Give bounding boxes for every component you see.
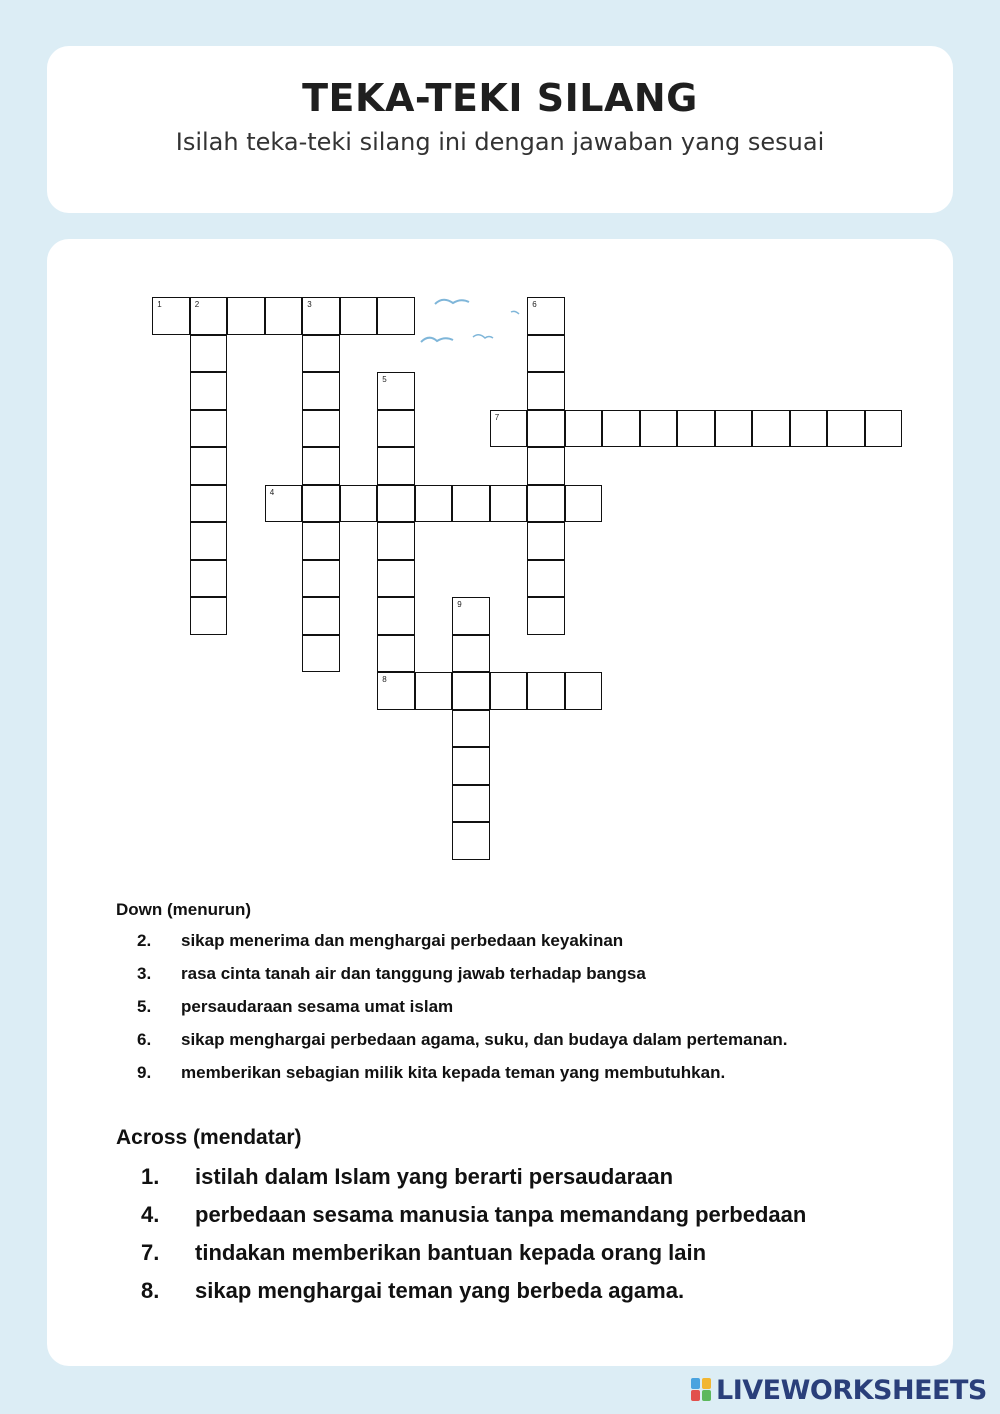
crossword-cell[interactable] (790, 410, 828, 448)
crossword-cell[interactable] (452, 635, 490, 673)
crossword-cell[interactable] (190, 485, 228, 523)
clue-text: istilah dalam Islam yang berarti persaudaraan (195, 1164, 674, 1189)
crossword-cell[interactable] (527, 410, 565, 448)
crossword-cell[interactable] (452, 485, 490, 523)
clue-text: persaudaraan sesama umat islam (181, 997, 454, 1016)
crossword-cell[interactable] (377, 560, 415, 598)
crossword-cell[interactable] (302, 372, 340, 410)
crossword-cell[interactable] (415, 672, 453, 710)
crossword-cell[interactable] (190, 522, 228, 560)
clue-number-label: 9 (457, 600, 462, 610)
crossword-cell[interactable] (190, 297, 228, 335)
crossword-cell[interactable] (302, 335, 340, 373)
clue-text: rasa cinta tanah air dan tanggung jawab terhadap bangsa (181, 964, 646, 983)
crossword-cell[interactable] (340, 485, 378, 523)
across-heading: Across (mendatar) (116, 1126, 302, 1149)
worksheet-card (47, 239, 953, 1366)
crossword-cell[interactable] (452, 785, 490, 823)
crossword-cell[interactable] (527, 522, 565, 560)
crossword-cell[interactable] (565, 410, 603, 448)
clue-text: sikap menerima dan menghargai perbedaan keyakinan (181, 931, 624, 950)
clue-number-label: 1 (157, 300, 162, 310)
clue-number-label: 2 (194, 300, 200, 310)
clue-number: 6. (137, 1030, 152, 1049)
crossword-cell[interactable] (340, 297, 378, 335)
crossword-cell[interactable] (377, 485, 415, 523)
crossword-cell[interactable] (827, 410, 865, 448)
crossword-cell[interactable] (527, 297, 565, 335)
clue-number: 7. (141, 1240, 160, 1265)
crossword-cell[interactable] (452, 710, 490, 748)
crossword-cell[interactable] (377, 447, 415, 485)
crossword-cell[interactable] (377, 372, 415, 410)
crossword-cell[interactable] (190, 597, 228, 635)
crossword-cell[interactable] (152, 297, 190, 335)
crossword-cell[interactable] (527, 560, 565, 598)
crossword-cell[interactable] (565, 485, 603, 523)
clue-text: perbedaan sesama manusia tanpa memandang perbedaan (195, 1202, 807, 1227)
crossword-cell[interactable] (865, 410, 903, 448)
crossword-cell[interactable] (490, 410, 528, 448)
clue-text: sikap menghargai teman yang berbeda agama. (195, 1278, 685, 1303)
crossword-cell[interactable] (190, 335, 228, 373)
clue-number-label: 7 (494, 412, 500, 422)
clue-text: memberikan sebagian milik kita kepada teman yang membutuhkan. (181, 1063, 726, 1082)
crossword-cell[interactable] (377, 410, 415, 448)
crossword-cell[interactable] (490, 672, 528, 710)
clue-number-label: 8 (382, 675, 387, 685)
crossword-cell[interactable] (377, 635, 415, 673)
crossword-cell[interactable] (527, 485, 565, 523)
page-title: TEKA-TEKI SILANG (302, 76, 698, 120)
crossword-cell[interactable] (452, 822, 490, 860)
crossword-cell[interactable] (752, 410, 790, 448)
crossword-cell[interactable] (715, 410, 753, 448)
clue-number: 1. (141, 1164, 160, 1189)
crossword-cell[interactable] (190, 410, 228, 448)
crossword-cell[interactable] (415, 485, 453, 523)
crossword-cell[interactable] (302, 560, 340, 598)
crossword-cell[interactable] (565, 672, 603, 710)
clue-number-label: 6 (532, 300, 537, 310)
crossword-cell[interactable] (602, 410, 640, 448)
crossword-cell[interactable] (377, 672, 415, 710)
crossword-cell[interactable] (527, 672, 565, 710)
clue-number: 2. (137, 931, 152, 950)
clue-number: 9. (137, 1063, 152, 1082)
crossword-cell[interactable] (227, 297, 265, 335)
clue-number-label: 5 (382, 375, 387, 385)
crossword-cell[interactable] (302, 635, 340, 673)
crossword-cell[interactable] (377, 597, 415, 635)
crossword-cell[interactable] (452, 747, 490, 785)
logo-text: LIVEWORKSHEETS (716, 1374, 987, 1406)
page-subtitle: Isilah teka-teki silang ini dengan jawaban yang sesuai (175, 128, 825, 156)
clue-text: sikap menghargai perbedaan agama, suku, dan budaya dalam pertemanan. (181, 1030, 788, 1049)
crossword-cell[interactable] (527, 597, 565, 635)
crossword-cell[interactable] (190, 372, 228, 410)
crossword-cell[interactable] (377, 297, 415, 335)
crossword-cell[interactable] (190, 447, 228, 485)
clue-number: 8. (141, 1278, 160, 1303)
crossword-cell[interactable] (452, 672, 490, 710)
crossword-cell[interactable] (302, 522, 340, 560)
crossword-cell[interactable] (265, 297, 303, 335)
crossword-cell[interactable] (452, 597, 490, 635)
crossword-cell[interactable] (302, 297, 340, 335)
clue-number-label: 3 (307, 300, 312, 310)
crossword-cell[interactable] (527, 335, 565, 373)
liveworksheets-logo[interactable] (691, 1375, 987, 1405)
clue-number: 3. (137, 964, 152, 983)
crossword-cell[interactable] (377, 522, 415, 560)
clue-number: 5. (137, 997, 152, 1016)
crossword-cell[interactable] (265, 485, 303, 523)
logo-mark-icon (691, 1378, 713, 1402)
crossword-cell[interactable] (527, 372, 565, 410)
crossword-cell[interactable] (302, 447, 340, 485)
down-heading: Down (menurun) (116, 900, 252, 919)
crossword-cell[interactable] (490, 485, 528, 523)
crossword-cell[interactable] (527, 447, 565, 485)
clue-text: tindakan memberikan bantuan kepada orang lain (195, 1240, 707, 1265)
crossword-cell[interactable] (640, 410, 678, 448)
clue-number-label: 4 (269, 487, 275, 497)
crossword-cell[interactable] (302, 485, 340, 523)
crossword-cell[interactable] (190, 560, 228, 598)
crossword-cell[interactable] (302, 410, 340, 448)
crossword-cell[interactable] (677, 410, 715, 448)
crossword-cell[interactable] (302, 597, 340, 635)
birds-decoration (415, 290, 525, 360)
clue-number: 4. (141, 1202, 160, 1227)
